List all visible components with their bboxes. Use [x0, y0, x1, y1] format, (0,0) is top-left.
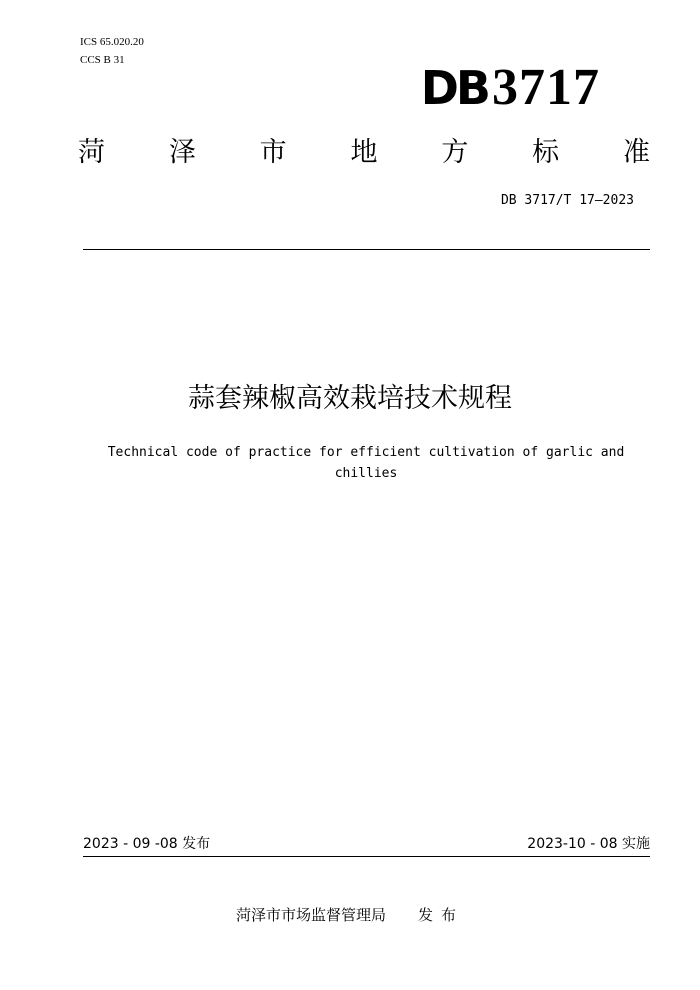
issue-date: 2023 - 09 -08 发布	[83, 836, 211, 852]
document-title-cn: 蒜套辣椒高效栽培技术规程	[188, 383, 512, 414]
standard-title-char: 泽	[168, 137, 196, 168]
publisher-name: 菏泽市市场监督管理局	[235, 906, 386, 924]
standard-title-char: 市	[259, 137, 287, 168]
standard-title-char: 菏	[78, 137, 105, 168]
top-divider	[83, 249, 650, 250]
standard-title-char: 标	[532, 137, 560, 168]
logo-prefix: DB	[420, 61, 488, 115]
bottom-divider	[83, 856, 650, 857]
implementation-date: 2023-10 - 08 实施	[527, 836, 650, 852]
logo-number: 3717	[492, 59, 600, 116]
db-logo	[421, 58, 600, 118]
standard-title-char: 准	[622, 137, 650, 168]
ccs-code: CCS B 31	[80, 54, 125, 66]
ics-code: ICS 65.020.20	[80, 36, 144, 48]
standard-type-title	[78, 136, 650, 170]
standard-title-char: 方	[441, 137, 469, 168]
publish-action: 发布	[418, 906, 465, 924]
standard-number: DB 3717/T 17—2023	[500, 193, 634, 208]
standard-title-char: 地	[350, 137, 378, 168]
publisher-line	[0, 904, 700, 926]
document-title-en: Technical code of practice for efficient cultivation of garlic and chillies	[107, 445, 625, 481]
